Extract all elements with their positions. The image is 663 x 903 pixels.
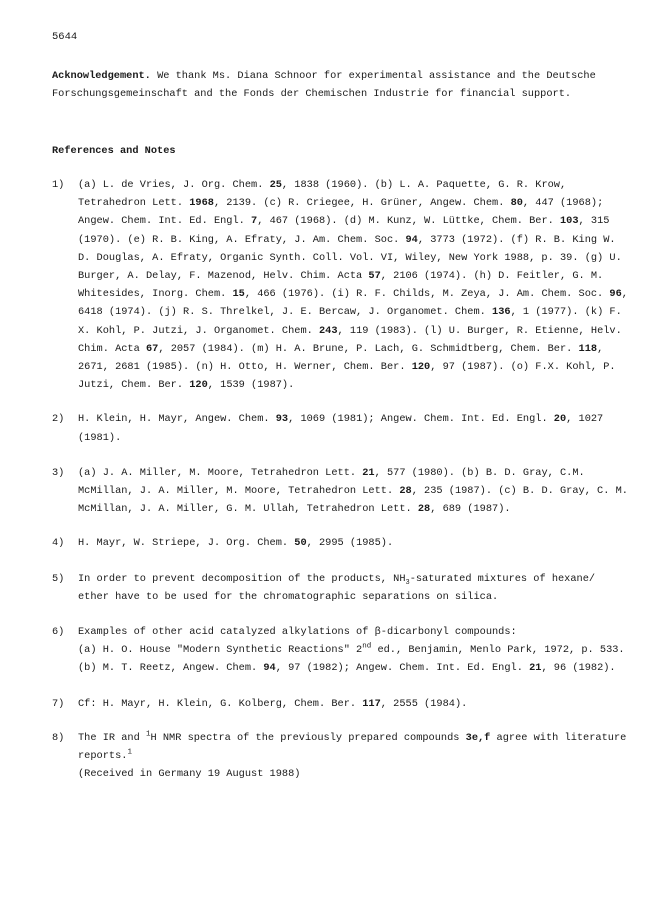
reference-segment: 28 [399,485,412,498]
reference-item [52,534,632,552]
reference-segment: , 235 (1987). (c) B. D. Gray, C. M. McMillan, J. A. Miller, G. M. Ullah, Tetrahedron Lett. [78,485,628,516]
reference-segment: 50 [294,537,307,550]
reference-segment: 243 [319,324,338,337]
reference-text [78,570,632,606]
reference-item [52,410,632,446]
reference-segment: 93 [275,413,289,426]
reference-segment: 3 [405,578,410,587]
reference-text [78,464,632,519]
reference-item [52,623,632,678]
reference-segment: The IR and [78,731,146,744]
reference-number: 8) [52,731,65,744]
reference-number: 1) [52,179,65,191]
reference-number: 7) [52,697,65,710]
reference-item [52,695,632,713]
reference-segment: 7 [251,215,258,228]
reference-segment: , 2057 (1984). (m) H. A. Brune, P. Lach, G. Schmidtberg, Chem. Ber. [158,342,579,355]
reference-segment: 120 [189,379,208,392]
reference-text [78,623,632,678]
reference-segment: 136 [492,306,511,319]
reference-segment: 25 [269,179,282,191]
reference-segment: , 96 (1982). [541,662,616,675]
reference-segment: 103 [560,215,579,228]
reference-segment: , 1 (1977). (k) F. X. Kohl, P. Jutzi, J. Organomet. Chem. [78,306,622,337]
reference-number: 3) [52,466,65,479]
reference-segment: , 119 (1983). (l) U. Burger, R. Etienne, Helv. Chim. Acta [78,324,622,355]
reference-text [78,729,632,765]
acknowledgement-text: We thank Ms. Diana Schnoor for experimental assistance and the Deutsche Forschungsgemeinschaft and the Fonds der Chemischen Industrie for financial support. [52,70,596,101]
reference-segment: H NMR spectra of the previously prepared compounds [150,731,466,744]
reference-segment: 96 [609,288,622,301]
reference-segment: , 1069 (1981); Angew. Chem. Int. Ed. Engl. [288,413,554,426]
reference-segment: (a) J. A. Miller, M. Moore, Tetrahedron Lett. [78,466,363,479]
reference-item [52,729,632,784]
reference-segment: , 2106 (1974). (h) D. Feitler, G. M. Whitesides, Inorg. Chem. [78,270,604,301]
reference-segment: , 315 (1970). (e) R. B. King, A. Efraty, J. Am. Chem. Soc. [78,215,610,246]
reference-segment: , 2671, 2681 (1985). (n) H. Otto, H. Werner, Chem. Ber. [78,342,604,374]
reference-segment: H. Mayr, W. Striepe, J. Org. Chem. [78,537,295,550]
reference-segment: (a) H. O. House "Modern Synthetic Reactions" 2 [78,644,363,657]
reference-segment: 1 [145,730,151,739]
reference-segment: , 97 (1982); Angew. Chem. Int. Ed. Engl. [275,662,530,675]
reference-segment: 94 [405,233,418,246]
reference-segment: 118 [578,342,598,355]
reference-segment: 21 [362,466,375,479]
reference-segment: , 577 (1980). (b) B. D. Gray, C.M. McMillan, J. A. Miller, M. Moore, Tetrahedron Lett. [78,466,585,498]
reference-segment: 94 [263,662,276,675]
reference-segment: Examples of other acid catalyzed alkylations of β-dicarbonyl compounds: [78,626,517,639]
reference-segment: , 97 (1987). (o) F.X. Kohl, P. Jutzi, Chem. Ber. [78,361,616,392]
acknowledgement-label: Acknowledgement. [52,70,151,82]
reference-segment: , 1027 (1981). [78,413,604,444]
reference-segment: 1968 [189,197,214,210]
reference-segment: In order to prevent decomposition of the products, NH [78,572,406,585]
reference-segment: 117 [362,697,381,710]
reference-segment: 20 [553,413,567,426]
reference-segment: , 466 (1976). (i) R. F. Childs, M. Zeya, J. Am. Chem. Soc. [244,288,610,301]
acknowledgement-paragraph [52,67,632,103]
reference-segment: agree with literature reports. [78,731,627,763]
reference-segment: (a) L. de Vries, J. Org. Chem. [78,179,270,191]
reference-text [78,410,632,446]
reference-segment: 21 [529,662,542,675]
reference-text [78,534,632,552]
references-list [52,176,632,783]
reference-segment: 3e,f [465,731,491,744]
reference-segment: , 2555 (1984). [380,697,468,710]
reference-segment: -saturated mixtures of hexane/ ether have to be used for the chromatographic separations on silica. [78,572,596,603]
reference-segment: , 1838 (1960). (b) L. A. Paquette, G. R. Krow, Tetrahedron Lett. [78,179,567,210]
reference-segment: H. Klein, H. Mayr, Angew. Chem. [78,413,276,426]
reference-segment: nd [362,642,372,651]
reference-item [52,464,632,519]
references-heading: References and Notes [52,145,176,157]
reference-number: 4) [52,537,65,550]
reference-segment: 120 [411,361,431,374]
reference-segment: , 447 (1968); Angew. Chem. Int. Ed. Engl. [78,197,604,228]
reference-segment: , 1539 (1987). [207,379,295,392]
reference-segment: 28 [417,503,431,516]
reference-item [52,176,632,394]
reference-segment: Cf: H. Mayr, H. Klein, G. Kolberg, Chem. Ber. [78,697,363,710]
reference-segment: , 689 (1987). [430,503,511,516]
reference-segment: 67 [145,342,159,355]
page-number: 5644 [52,31,78,43]
reference-number: 5) [52,572,65,585]
reference-text [78,176,632,394]
reference-text [78,695,632,713]
reference-item [52,570,632,606]
reference-number: 6) [52,626,65,639]
reference-segment: , 2995 (1985). [306,537,394,550]
received-date: (Received in Germany 19 August 1988) [78,768,301,781]
reference-segment: 80 [510,197,523,210]
reference-number: 2) [52,413,65,426]
reference-segment: ed., Benjamin, Menlo Park, 1972, p. 533. (b) M. T. Reetz, Angew. Chem. [78,644,625,675]
reference-segment: , 3773 (1972). (f) R. B. King W. D. Douglas, A. Efraty, Organic Synth. Coll. Vol. VI, Wiley, New York 1988, p. 39. (g) U. Burger, A. Delay, F. Mazenod, Helv. Chim. Acta [78,233,622,283]
reference-segment: , 467 (1968). (d) M. Kunz, W. Lüttke, Chem. Ber. [257,215,560,228]
reference-segment: 15 [232,288,245,301]
reference-segment: , 6418 (1974). (j) R. S. Threlkel, J. E. Bercaw, J. Organomet. Chem. [78,288,628,319]
reference-segment: 1 [127,748,132,757]
reference-segment: 57 [368,270,381,283]
reference-segment: , 2139. (c) R. Criegee, H. Grüner, Angew. Chem. [213,197,511,210]
